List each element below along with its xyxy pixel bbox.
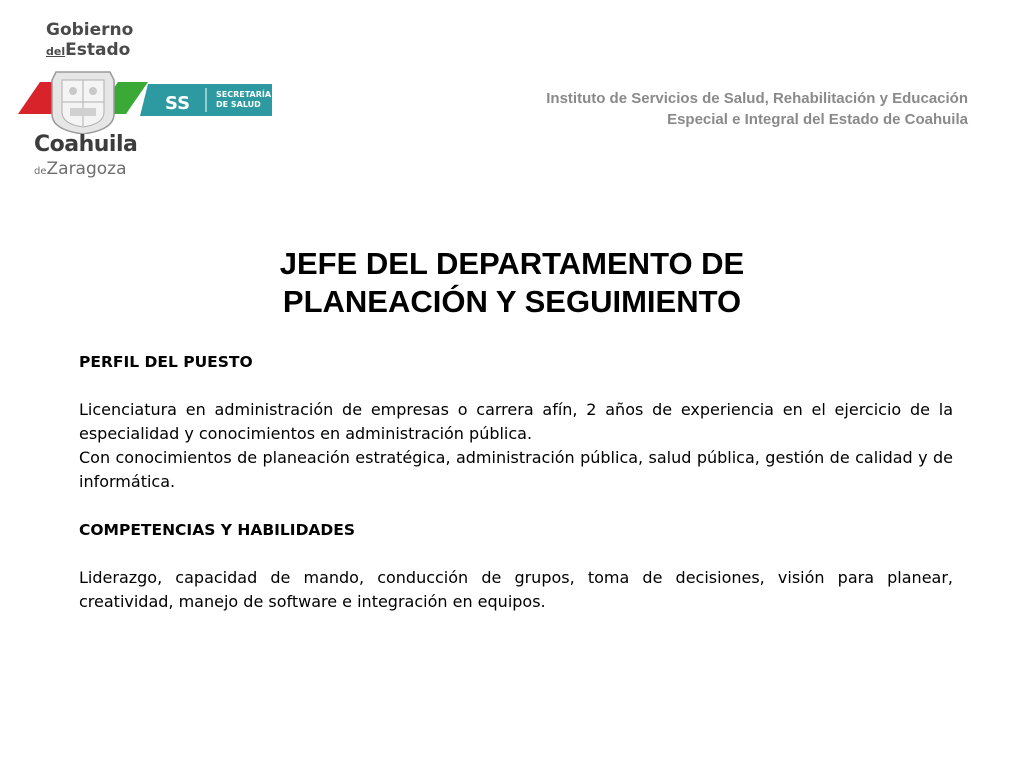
- badge-line2: DE SALUD: [216, 100, 261, 109]
- title-line2: PLANEACIÓN Y SEGUIMIENTO: [282, 284, 742, 319]
- logo-zaragoza: [34, 159, 127, 179]
- job-description: [79, 350, 953, 614]
- institute-line2: Especial e Integral del Estado de Coahuila: [667, 111, 968, 128]
- profile-paragraph-1: Licenciatura en administración de empresas o carrera afín, 2 años de experiencia en el ejercicio de la especialidad y conocimientos en administración pública.: [79, 400, 953, 443]
- profile-paragraph-2: Con conocimientos de planeación estratégica, administración pública, salud pública, gestión de calidad y de informática.: [79, 448, 953, 491]
- institute-name: [546, 88, 968, 130]
- logo-state-name: Coahuila: [34, 132, 138, 157]
- logo-del: del: [46, 45, 66, 58]
- ss-badge-text: SS: [165, 93, 191, 114]
- profile-heading: PERFIL DEL PUESTO: [79, 353, 253, 371]
- logo-zaragoza-word: Zaragoza: [46, 159, 127, 179]
- page-title: [0, 245, 1024, 321]
- badge-line1: SECRETARÍA: [216, 90, 272, 99]
- logo-de: de: [34, 166, 47, 177]
- coahuila-government-logo: [18, 18, 278, 183]
- logo-line1: Gobierno: [46, 20, 134, 40]
- title-line1: JEFE DEL DEPARTAMENTO DE: [279, 246, 745, 281]
- skills-paragraph: Liderazgo, capacidad de mando, conducción de grupos, toma de decisiones, visión para planear, creatividad, manejo de software e integración en equipos.: [79, 568, 953, 611]
- skills-heading: COMPETENCIAS Y HABILIDADES: [79, 521, 356, 539]
- logo-line2: Estado: [65, 40, 131, 60]
- secretaria-salud-text: [216, 90, 271, 110]
- logo-gobierno-text: [46, 20, 133, 62]
- institute-line1: Instituto de Servicios de Salud, Rehabilitación y Educación: [546, 90, 968, 107]
